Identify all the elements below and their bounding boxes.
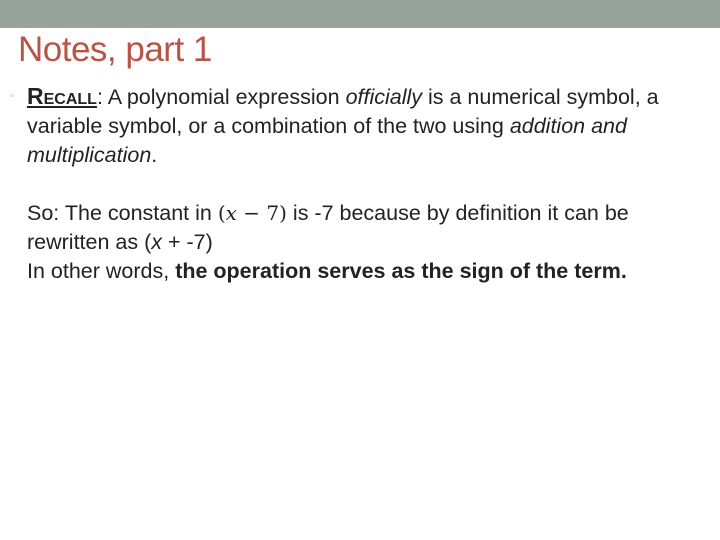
math-open-paren: (: [217, 201, 226, 225]
rewrite-variable: x: [151, 230, 163, 254]
math-variable: x: [225, 201, 237, 225]
rewrite-rest: + -7): [162, 230, 213, 254]
officially-word: officially: [345, 85, 423, 109]
recall-label: Recall: [27, 83, 97, 109]
recall-text-b: is a numerical symbol, a variable symbol, or a combination of the two using: [27, 85, 659, 138]
constant-text-b: is -7 because by definition it can be rewritten as (: [27, 201, 629, 254]
recall-colon: :: [96, 85, 103, 109]
constant-paragraph: [27, 199, 707, 286]
slide-body: [27, 82, 707, 286]
recall-paragraph: [27, 82, 707, 170]
top-accent-bar: [0, 0, 720, 28]
constant-text-a: So: The constant in: [27, 201, 218, 225]
recall-period: .: [151, 143, 158, 167]
bullet-icon: ▫: [10, 90, 14, 100]
in-other-words-text: In other words,: [27, 259, 176, 283]
slide-title: Notes, part 1: [18, 30, 212, 69]
operations-phrase: addition and multiplication: [27, 114, 627, 167]
recall-text-a: A polynomial expression: [102, 85, 346, 109]
math-rest: − 7): [236, 201, 287, 225]
math-expression: [218, 201, 287, 225]
sign-rule-statement: the operation serves as the sign of the term.: [175, 259, 627, 283]
